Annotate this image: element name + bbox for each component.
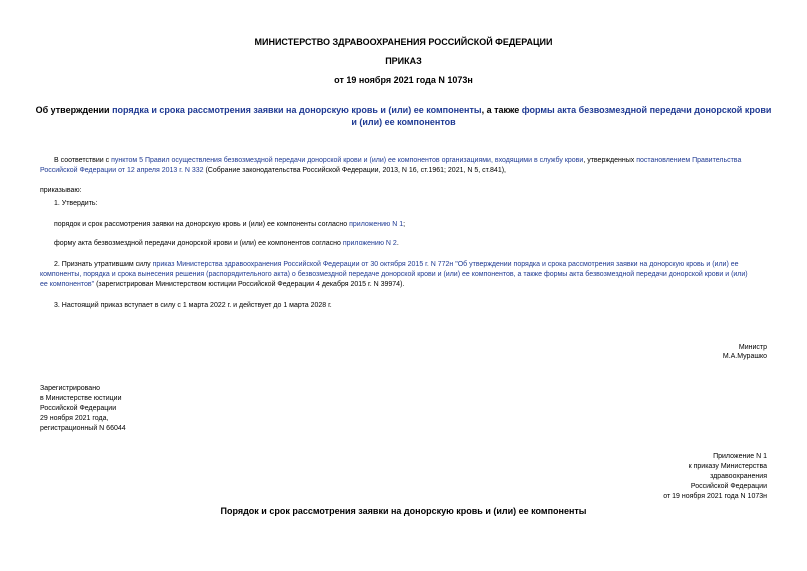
appendix-line: Российской Федерации bbox=[690, 483, 767, 490]
item1-a-end: ; bbox=[403, 221, 406, 228]
preamble-text-3: (Собрание законодательства Российской Федерации, 2013, N 16, ст.1961; 2021, N 5, ст.841), bbox=[203, 167, 506, 174]
preamble-link-resolution-cont[interactable]: Российской Федерации от 12 апреля 2013 г. N 332 bbox=[40, 167, 204, 174]
item1-b bbox=[54, 239, 399, 249]
appendix1-link[interactable]: приложению N 1 bbox=[349, 221, 404, 228]
ministry-heading: МИНИСТЕРСТВО ЗДРАВООХРАНЕНИЯ РОССИЙСКОЙ ФЕДЕРАЦИИ bbox=[254, 37, 553, 47]
registration-line: 29 ноября 2021 года, bbox=[40, 415, 109, 422]
item2-link-order[interactable]: приказ Министерства здравоохранения Российской Федерации от 30 октября 2015 г. N 772н "Об утверждении порядка и срока рассмотрения заявки на донорскую кровь и (или) ее bbox=[152, 261, 739, 268]
signature-role: Министр bbox=[738, 344, 767, 351]
preamble-link-rules[interactable]: пунктом 5 Правил осуществления безвозмездной передачи донорской крови и (или) ее компонентов организациями, входящими в службу крови bbox=[111, 157, 584, 164]
item1-head: 1. Утвердить: bbox=[54, 200, 98, 207]
registration-line: Российской Федерации bbox=[40, 405, 117, 412]
registration-line: в Министерстве юстиции bbox=[40, 395, 122, 402]
signature-name: М.А.Мурашко bbox=[722, 353, 767, 360]
item2-link-order-end[interactable]: ее компонентов" bbox=[40, 281, 95, 288]
item1-a bbox=[54, 220, 405, 230]
item1-b-text: форму акта безвозмездной передачи донорской крови и (или) ее компонентов согласно bbox=[54, 240, 343, 247]
title-link-act-form[interactable]: формы акта безвозмездной передачи донорской крови bbox=[521, 105, 772, 115]
title-link-procedure[interactable]: порядка и срока рассмотрения заявки на донорскую кровь и (или) ее компоненты bbox=[112, 105, 482, 115]
item1-a-text: порядок и срок рассмотрения заявки на донорскую кровь и (или) ее компоненты согласно bbox=[54, 221, 350, 228]
doc-type-heading: ПРИКАЗ bbox=[385, 56, 422, 66]
doc-date-number: от 19 ноября 2021 года N 1073н bbox=[334, 75, 473, 85]
preamble-link-resolution[interactable]: постановлением Правительства bbox=[636, 157, 742, 164]
appendix-line: от 19 ноября 2021 года N 1073н bbox=[663, 493, 767, 500]
preamble-text-2: , утвержденных bbox=[583, 157, 637, 164]
appendix-header bbox=[663, 452, 767, 502]
appendix-line: здравоохранения bbox=[710, 473, 767, 480]
appendix-title: Порядок и срок рассмотрения заявки на донорскую кровь и (или) ее компоненты bbox=[220, 506, 587, 516]
item2-text-1: 2. Признать утратившим силу bbox=[54, 261, 153, 268]
title-text-1: Об утверждении bbox=[35, 105, 113, 115]
document-title bbox=[0, 104, 807, 128]
item3: 3. Настоящий приказ вступает в силу с 1 марта 2022 г. и действует до 1 марта 2028 г. bbox=[54, 302, 332, 309]
item2-link-order-cont[interactable]: компоненты, порядка и срока вынесения решения (распорядительного акта) о безвозмездной передаче донорской крови и (или) ее компонентов, а также формы акта безвозмездной передачи донорской крови и (или) bbox=[40, 271, 748, 278]
item2-text-2: (зарегистрирован Министерством юстиции Российской Федерации 4 декабря 2015 г. N 39974). bbox=[94, 281, 405, 288]
title-text-2: , а также bbox=[481, 105, 522, 115]
item2 bbox=[40, 260, 770, 290]
item1-b-end: . bbox=[396, 240, 399, 247]
preamble bbox=[40, 156, 770, 176]
preamble-text-1: В соответствии с bbox=[54, 157, 112, 164]
registration-block bbox=[40, 384, 126, 434]
appendix-line: к приказу Министерства bbox=[688, 463, 767, 470]
order-word: приказываю: bbox=[40, 187, 82, 194]
title-link-act-form-cont[interactable]: и (или) ее компонентов bbox=[351, 117, 456, 127]
appendix-line: Приложение N 1 bbox=[713, 453, 767, 460]
registration-line: регистрационный N 66044 bbox=[40, 425, 126, 432]
appendix2-link[interactable]: приложению N 2 bbox=[342, 240, 397, 247]
registration-line: Зарегистрировано bbox=[40, 385, 100, 392]
